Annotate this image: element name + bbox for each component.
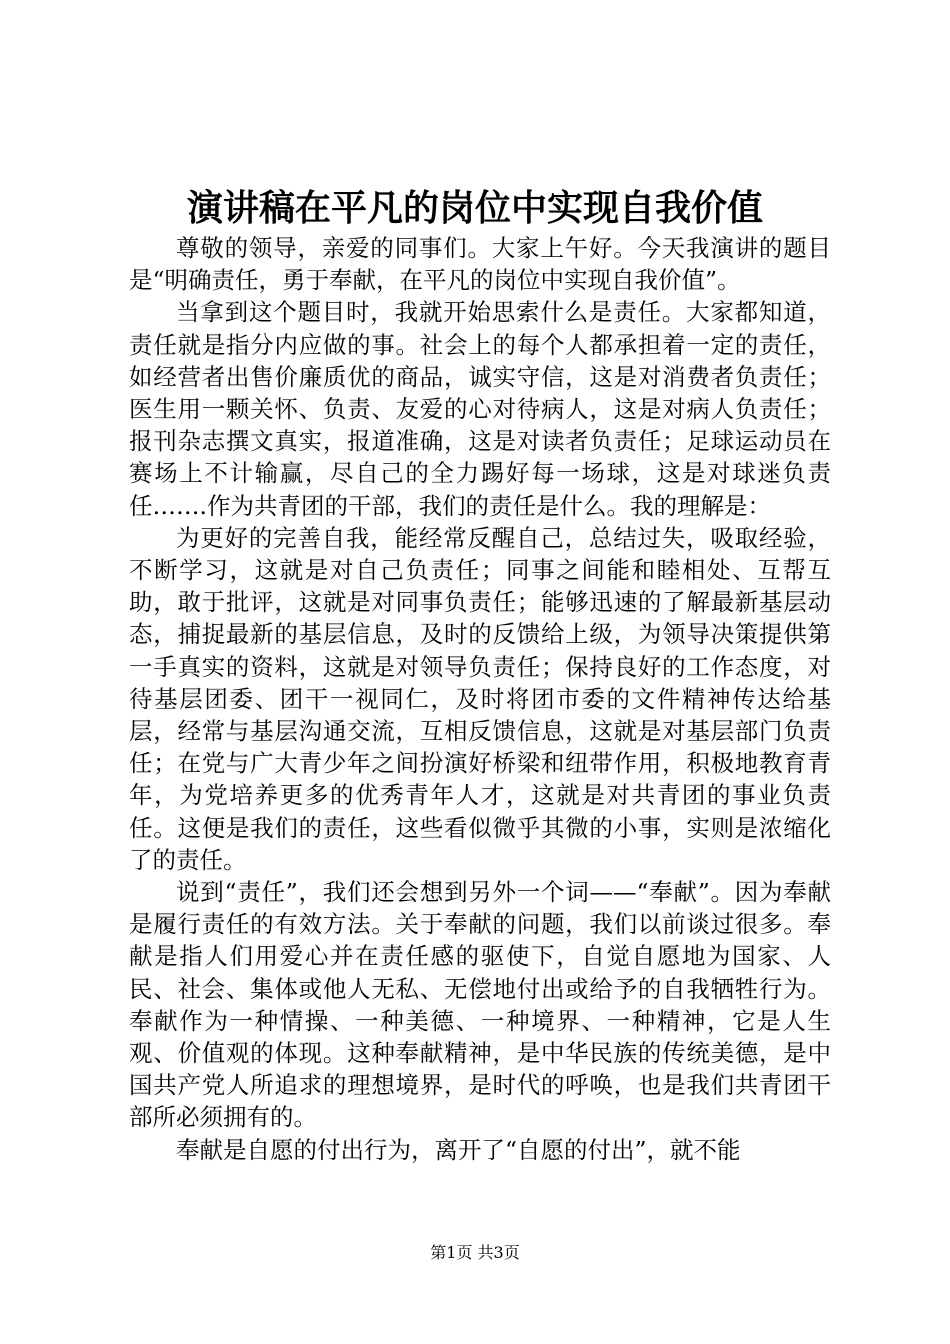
document-body [129, 232, 831, 1166]
paragraph: 奉献是自愿的付出行为，离开了“自愿的付出”，就不能 [176, 1135, 741, 1164]
paragraph: 说到“责任”，我们还会想到另外一个词——“奉献”。因为奉献是履行责任的有效方法。关于奉献的问题，我们以前谈过很多。奉献是指人们用爱心并在责任感的驱使下，自觉自愿地为国家、人民、社会、集体或他人无私、无偿地付出或给予的自我牺牲行为。奉献作为一种情操、一种美德、一种境界、一种精神，它是人生观、价值观的体现。这种奉献精神，是中华民族的传统美德，是中国共产党人所追求的理想境界，是时代的呼唤，也是我们共青团干部所必须拥有的。 [129, 878, 831, 1132]
paragraph: 为更好的完善自我，能经常反醒自己，总结过失，吸取经验，不断学习，这就是对自己负责任；同事之间能和睦相处、互帮互助，敢于批评，这就是对同事负责任；能够迅速的了解最新基层动态，捕捉最新的基层信息，及时的反馈给上级，为领导决策提供第一手真实的资料，这就是对领导负责任；保持良好的工作态度，对待基层团委、团干一视同仁，及时将团市委的文件精神传达给基层，经常与基层沟通交流，互相反馈信息，这就是对基层部门负责任；在党与广大青少年之间扮演好桥梁和纽带作用，积极地教育青年，为党培养更多的优秀青年人才，这就是对共青团的事业负责任。这便是我们的责任，这些看似微乎其微的小事，实则是浓缩化了的责任。 [129, 523, 831, 874]
page-footer: 第1页 共3页 [430, 1243, 520, 1262]
paragraph: 当拿到这个题目时，我就开始思索什么是责任。大家都知道，责任就是指分内应做的事。社会上的每个人都承担着一定的责任，如经营者出售价廉质优的商品，诚实守信，这是对消费者负责任；医生用一颗关怀、负责、友爱的心对待病人，这是对病人负责任；报刊杂志撰文真实，报道准确，这是对读者负责任；足球运动员在赛场上不计输赢，尽自己的全力踢好每一场球，这是对球迷负责任…….作为共青团的干部，我们的责任是什么。我的理解是： [129, 298, 831, 520]
paragraph: 尊敬的领导，亲爱的同事们。大家上午好。今天我演讲的题目是“明确责任，勇于奉献，在平凡的岗位中实现自我价值”。 [129, 234, 831, 295]
document-title: 演讲稿在平凡的岗位中实现自我价值 [186, 187, 763, 229]
